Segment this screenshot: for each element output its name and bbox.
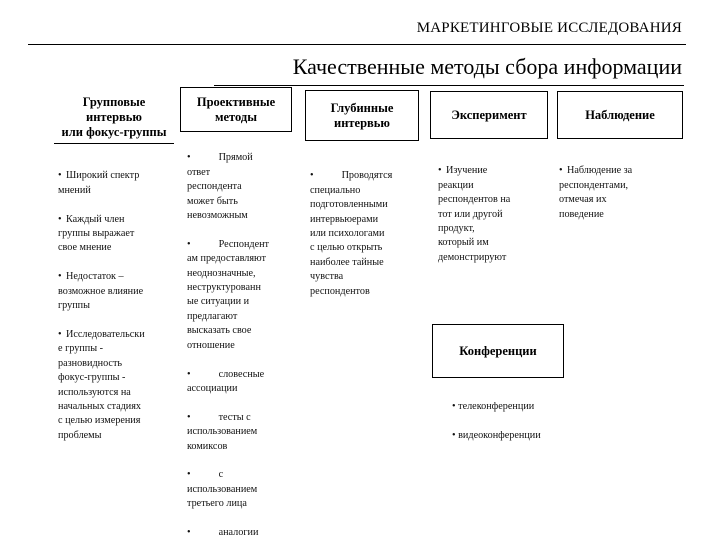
box-conferences <box>432 324 564 378</box>
box-experiment-label: Эксперимент <box>451 107 527 122</box>
box-depth-interviews-label: Глубинные интервью <box>330 100 394 130</box>
list-item: • с использованием третьего лица <box>187 469 258 510</box>
projective-methods-list <box>187 137 305 555</box>
box-group-interviews-label: Групповые интервью или фокус-группы <box>61 94 167 139</box>
list-item: • Прямой ответ респондента может быть невозможным <box>187 152 253 222</box>
title-underline <box>214 85 684 86</box>
depth-interviews-list <box>310 155 422 313</box>
box-observation <box>557 91 683 139</box>
list-item: • Каждый член группы выражает свое мнение <box>58 213 135 254</box>
box-projective-methods-label: Проективные методы <box>196 94 276 124</box>
list-item: • Проводятся специально подготовленными интервьюерами или психологами с целью открыть наиболее тайные чувства респондентов <box>310 170 393 297</box>
list-item: • Изучение реакции респондентов на тот или другой продукт, который им демонстрируют <box>438 165 511 263</box>
list-item: • Наблюдение за респондентами, отмечая их поведение <box>559 165 633 220</box>
page-title: Качественные методы сбора информации <box>292 54 682 79</box>
conferences-list <box>452 386 582 458</box>
header-divider <box>28 44 686 45</box>
list-item: • Широкий спектр мнений <box>58 170 140 196</box>
list-item: • Респондент ам предоставляют неоднозначные, неструктурованн ые ситуации и предлагают высказать свое отношение <box>187 238 270 351</box>
box-observation-label: Наблюдение <box>585 107 655 122</box>
list-item: • Недостаток – возможное влияние группы <box>58 271 144 312</box>
list-item: • тесты с использованием комиксов <box>187 411 258 452</box>
group-interviews-list <box>58 155 176 458</box>
observation-list <box>559 150 683 236</box>
list-item: • аналогии <box>187 526 259 538</box>
box-group-interviews <box>54 91 174 144</box>
list-item: • Исследовательски е группы - разновидность фокус-группы - используются на начальных стадиях с целью измерения проблемы <box>58 328 145 441</box>
box-projective-methods <box>180 87 292 132</box>
header-title: МАРКЕТИНГОВЫЕ ИССЛЕДОВАНИЯ <box>416 20 682 36</box>
experiment-list <box>438 150 556 280</box>
list-item: • видеоконференции <box>452 430 541 442</box>
box-depth-interviews <box>305 90 419 141</box>
box-conferences-label: Конференции <box>459 343 537 358</box>
list-item: • телеконференции <box>452 401 535 413</box>
list-item: • словесные ассоциации <box>187 368 265 394</box>
box-experiment <box>430 91 548 139</box>
